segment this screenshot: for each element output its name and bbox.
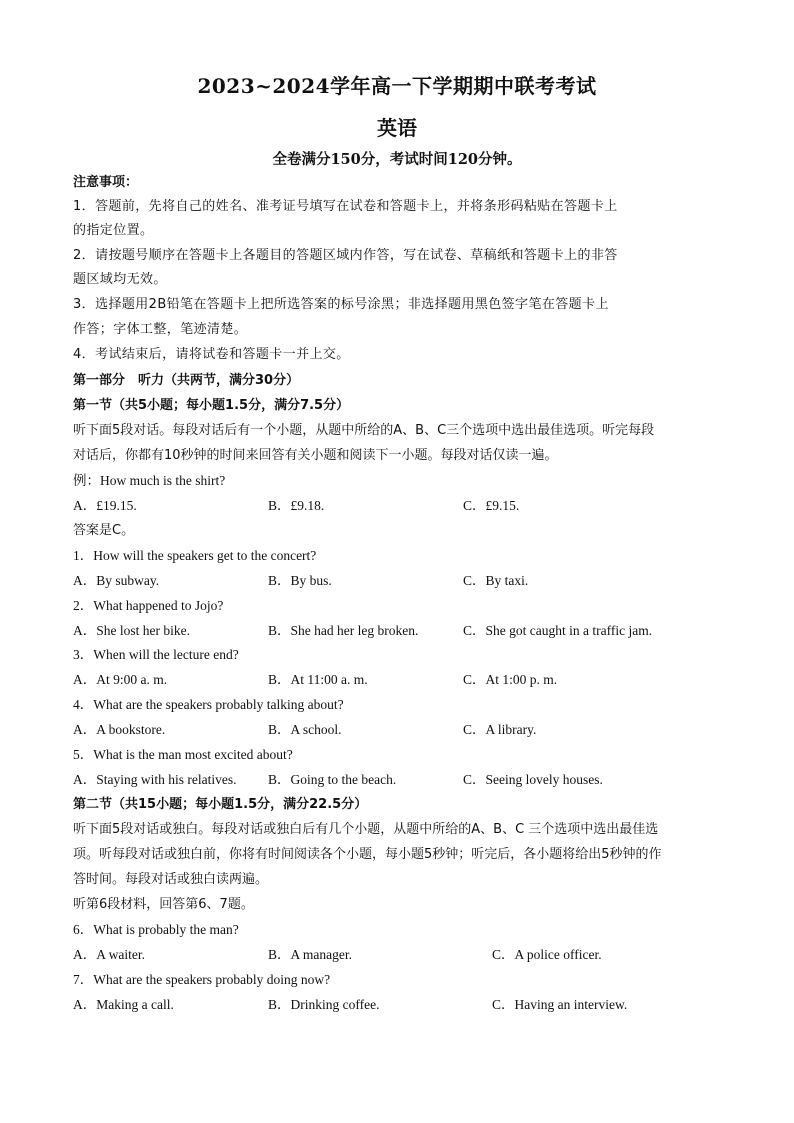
notice-line: 3．选择题用2B铅笔在答题卡上把所选答案的标号涂黑；非选择题用黑色签字笔在答题卡上: [73, 297, 609, 312]
q1-option-a: A．By subway.: [73, 573, 160, 588]
q5-option-c: C．Seeing lovely houses.: [463, 772, 603, 787]
notice-heading: 注意事项：: [73, 175, 139, 190]
section1-heading: 第一节（共5小题；每小题1.5分，满分7.5分）: [73, 398, 350, 413]
score-info: 全卷满分150分，考试时间120分钟。: [272, 151, 522, 168]
section1-instruction: 对话后，你都有10秒钟的时间来回答有关小题和阅读下一小题。每段对话仅读一遍。: [73, 448, 558, 463]
notice-line: 4．考试结束后，请将试卷和答题卡一并上交。: [73, 347, 350, 362]
q6-option-b: B．A manager.: [268, 947, 352, 962]
q1-option-b: B．By bus.: [268, 573, 332, 588]
exam-title: 2023~2024学年高一下学期期中联考考试: [197, 74, 597, 98]
section2-heading: 第二节（共15小题；每小题1.5分，满分22.5分）: [73, 797, 368, 812]
q5-option-a: A．Staying with his relatives.: [73, 772, 237, 787]
question-5: 5．What is the man most excited about?: [73, 747, 293, 762]
example-option-b: B．£9.18.: [268, 498, 325, 513]
question-4: 4．What are the speakers probably talking about?: [73, 697, 344, 712]
q5-option-b: B．Going to the beach.: [268, 772, 397, 787]
section2-instruction: 项。听每段对话或独白前，你将有时间阅读各个小题，每小题5秒钟；听完后，各小题将给出5秒钟的作: [73, 847, 662, 862]
q3-option-a: A．At 9:00 a. m.: [73, 672, 168, 687]
q7-option-c: C．Having an interview.: [492, 997, 628, 1012]
section2-instruction: 听下面5段对话或独白。每段对话或独白后有几个小题，从题中所给的A、B、C 三个选项中选出最佳选: [73, 822, 659, 837]
q1-option-c: C．By taxi.: [463, 573, 529, 588]
notice-line: 的指定位置。: [73, 223, 154, 238]
material-note: 听第6段材料，回答第6、7题。: [73, 897, 254, 912]
notice-line: 题区域均无效。: [73, 272, 167, 287]
part1-heading: 第一部分 听力（共两节，满分30分）: [73, 373, 300, 388]
q6-option-c: C．A police officer.: [492, 947, 602, 962]
q4-option-b: B．A school.: [268, 722, 342, 737]
section1-instruction: 听下面5段对话。每段对话后有一个小题，从题中所给的A、B、C三个选项中选出最佳选项。听完每段: [73, 423, 655, 438]
section2-instruction: 答时间。每段对话或独白读两遍。: [73, 872, 269, 887]
q4-option-a: A．A bookstore.: [73, 722, 166, 737]
q4-option-c: C．A library.: [463, 722, 537, 737]
q6-option-a: A．A waiter.: [73, 947, 145, 962]
q2-option-a: A．She lost her bike.: [73, 623, 190, 638]
example-answer: 答案是C。: [73, 523, 135, 538]
subject-title: 英语: [377, 116, 417, 140]
notice-line: 2．请按题号顺序在答题卡上各题目的答题区域内作答，写在试卷、草稿纸和答题卡上的非答: [73, 248, 618, 263]
q7-option-b: B．Drinking coffee.: [268, 997, 380, 1012]
q3-option-b: B．At 11:00 a. m.: [268, 672, 368, 687]
question-3: 3．When will the lecture end?: [73, 647, 239, 662]
example-question: 例：How much is the shirt?: [73, 473, 226, 488]
q3-option-c: C．At 1:00 p. m.: [463, 672, 558, 687]
question-2: 2．What happened to Jojo?: [73, 598, 224, 613]
example-option-a: A．£19.15.: [73, 498, 137, 513]
question-7: 7．What are the speakers probably doing now?: [73, 972, 331, 987]
notice-line: 作答；字体工整，笔迹清楚。: [73, 322, 248, 337]
question-6: 6．What is probably the man?: [73, 922, 239, 937]
question-1: 1．How will the speakers get to the concert?: [73, 548, 317, 563]
notice-line: 1．答题前，先将自己的姓名、准考证号填写在试卷和答题卡上，并将条形码粘贴在答题卡上: [73, 199, 618, 214]
q2-option-c: C．She got caught in a traffic jam.: [463, 623, 653, 638]
q2-option-b: B．She had her leg broken.: [268, 623, 419, 638]
q7-option-a: A．Making a call.: [73, 997, 174, 1012]
example-option-c: C．£9.15.: [463, 498, 520, 513]
